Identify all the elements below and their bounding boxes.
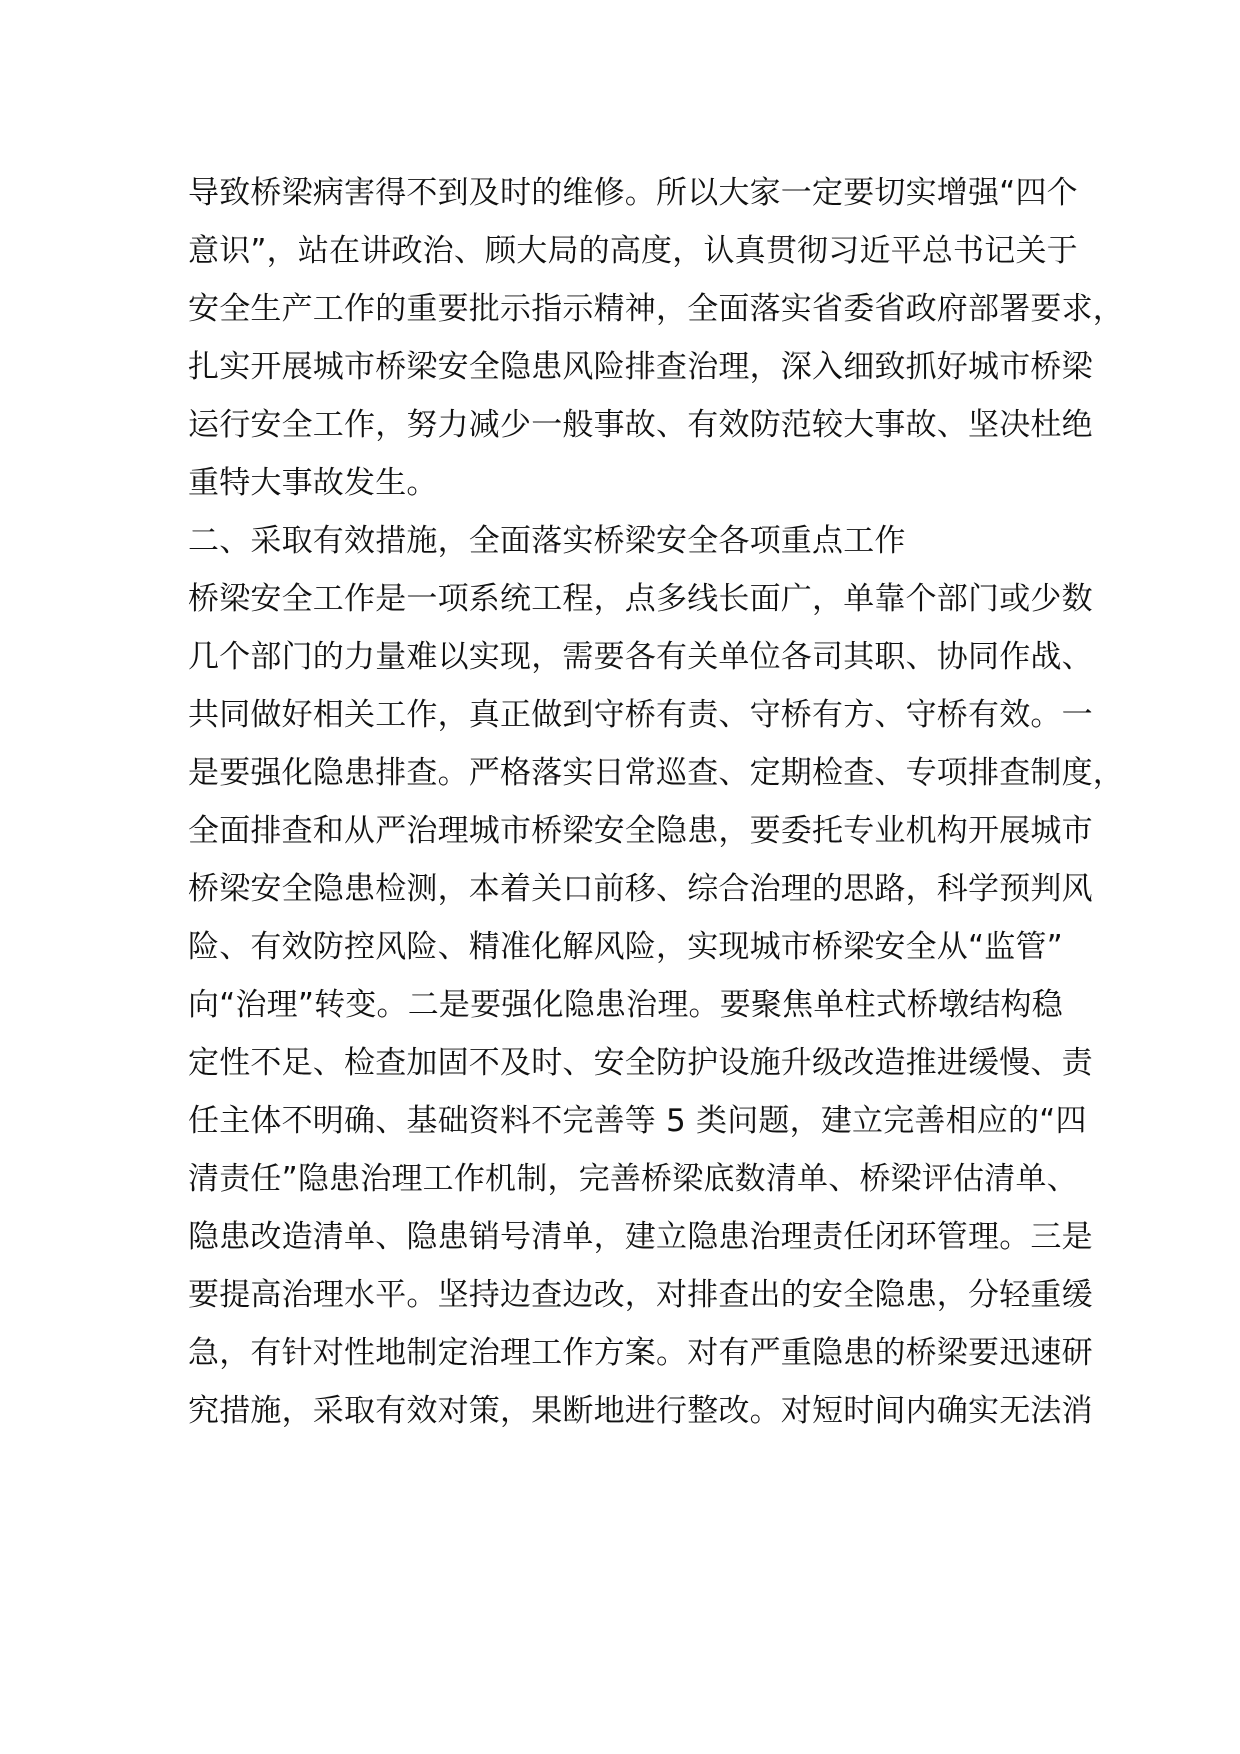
paragraph-line: 是要强化隐患排查。严格落实日常巡查、定期检查、专项排查制度， xyxy=(188,755,1124,791)
paragraph-line: 运行安全工作，努力减少一般事故、有效防范较大事故、坚决杜绝 xyxy=(188,407,1093,443)
paragraph-line: 向“治理”转变。二是要强化隐患治理。要聚焦单柱式桥墩结构稳 xyxy=(188,987,1063,1023)
paragraph-line: 安全生产工作的重要批示指示精神，全面落实省委省政府部署要求， xyxy=(188,291,1124,327)
paragraph-line: 导致桥梁病害得不到及时的维修。所以大家一定要切实增强“四个 xyxy=(188,175,1078,211)
paragraph-line: 清责任”隐患治理工作机制，完善桥梁底数清单、桥梁评估清单、 xyxy=(188,1161,1078,1197)
paragraph-line: 任主体不明确、基础资料不完善等 5 类问题，建立完善相应的“四 xyxy=(188,1103,1087,1139)
paragraph-line: 重特大事故发生。 xyxy=(188,465,438,501)
paragraph-line: 几个部门的力量难以实现，需要各有关单位各司其职、协同作战、 xyxy=(188,639,1093,675)
paragraph-line: 险、有效防控风险、精准化解风险，实现城市桥梁安全从“监管” xyxy=(188,929,1063,965)
paragraph-line: 定性不足、检查加固不及时、安全防护设施升级改造推进缓慢、责 xyxy=(188,1045,1093,1081)
paragraph-line: 急，有针对性地制定治理工作方案。对有严重隐患的桥梁要迅速研 xyxy=(188,1335,1093,1371)
paragraph-line: 隐患改造清单、隐患销号清单，建立隐患治理责任闭环管理。三是 xyxy=(188,1219,1093,1255)
section-heading: 二、采取有效措施，全面落实桥梁安全各项重点工作 xyxy=(188,523,906,559)
paragraph-line: 共同做好相关工作，真正做到守桥有责、守桥有方、守桥有效。一 xyxy=(188,697,1093,733)
paragraph-line: 桥梁安全隐患检测，本着关口前移、综合治理的思路，科学预判风 xyxy=(188,871,1093,907)
paragraph-line: 桥梁安全工作是一项系统工程，点多线长面广，单靠个部门或少数 xyxy=(188,581,1093,617)
paragraph-line: 扎实开展城市桥梁安全隐患风险排查治理，深入细致抓好城市桥梁 xyxy=(188,349,1093,385)
paragraph-line: 意识”，站在讲政治、顾大局的高度，认真贯彻习近平总书记关于 xyxy=(188,233,1078,269)
paragraph-line: 究措施，采取有效对策，果断地进行整改。对短时间内确实无法消 xyxy=(188,1393,1093,1429)
paragraph-line: 要提高治理水平。坚持边查边改，对排查出的安全隐患，分轻重缓 xyxy=(188,1277,1093,1313)
paragraph-line: 全面排查和从严治理城市桥梁安全隐患，要委托专业机构开展城市 xyxy=(188,813,1093,849)
